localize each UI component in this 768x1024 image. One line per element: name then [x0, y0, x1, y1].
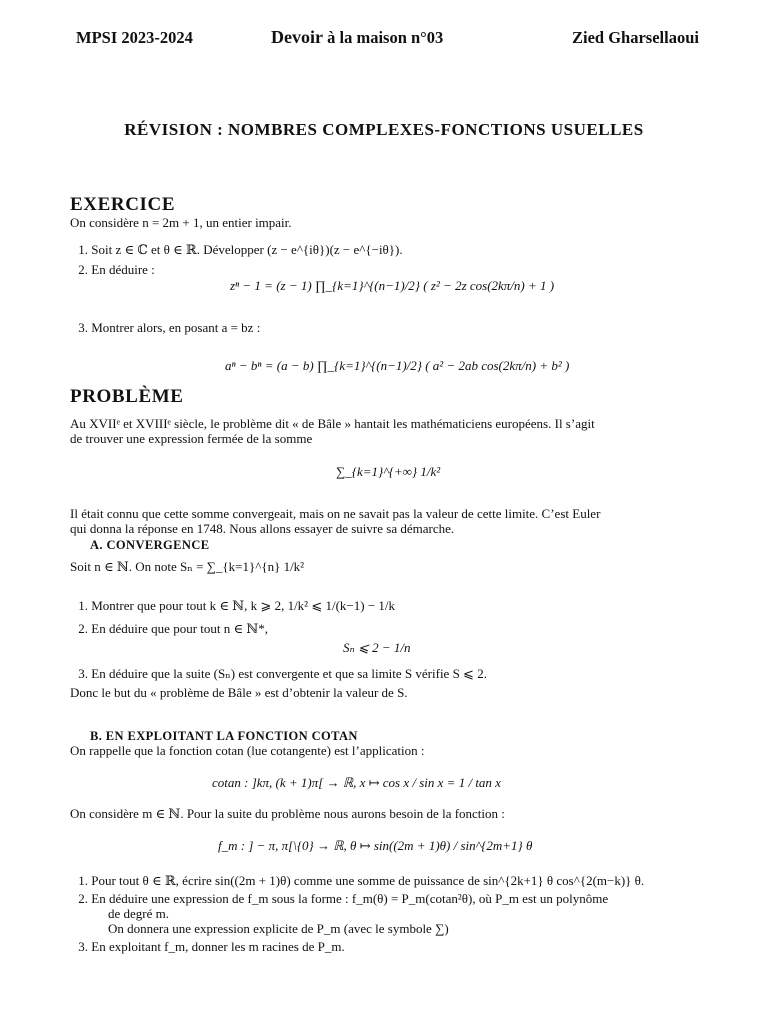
part-b-item-2-text: En déduire une expression de f_m sous la forme : f_m(θ) = P_m(cotan²θ), où P_m est un polynôme — [91, 891, 609, 906]
exercice-item-3: 3. Montrer alors, en posant a = bz : — [78, 320, 261, 335]
probleme-intro-line-2: de trouver une expression fermée de la somme — [70, 431, 313, 446]
probleme-para2-line-1: Il était connu que cette somme convergeait, mais on ne savait pas la valeur de cette limite. C’est Euler — [70, 506, 601, 521]
section-probleme-heading: PROBLÈME — [70, 386, 184, 407]
exercice-item-2: 2. En déduire : — [78, 262, 155, 277]
part-a-item-1: 1. Montrer que pour tout k ∈ ℕ, k ⩾ 2, 1/k² ⩽ 1/(k−1) − 1/k — [78, 598, 396, 613]
section-exercice-heading: EXERCICE — [70, 194, 176, 215]
part-b-item-2: 2. En déduire une expression de f_m sous la forme : f_m(θ) = P_m(cotan²θ), où P_m est un polynôme — [78, 891, 609, 906]
header-author: Zied Gharsellaoui — [572, 28, 699, 47]
exercice-item-3-text: Montrer alors, en posant a = bz : — [91, 320, 261, 335]
fm-definition: f_m : ] − π, π[\{0} → ℝ, θ ↦ sin((2m + 1)θ) / sin^{2m+1} θ — [218, 838, 533, 853]
part-a-item-3-text: En déduire que la suite (Sₙ) est convergente et que sa limite S vérifie S ⩽ 2. — [91, 666, 487, 681]
basel-sum-formula: ∑_{k=1}^{+∞} 1/k² — [336, 464, 441, 479]
exercice-formula-2: aⁿ − bⁿ = (a − b) ∏_{k=1}^{(n−1)/2} ( a² − 2ab cos(2kπ/n) + b² ) — [225, 358, 570, 373]
part-b-intro-2: On considère m ∈ ℕ. Pour la suite du problème nous aurons besoin de la fonction : — [70, 806, 505, 821]
part-a-inequality: Sₙ ⩽ 2 − 1/n — [343, 640, 411, 655]
header-course: MPSI 2023-2024 — [76, 28, 193, 47]
probleme-intro-line-1: Au XVIIᵉ et XVIIIᵉ siècle, le problème dit « de Bâle » hantait les mathématiciens européens. Il s’agit — [70, 416, 595, 431]
exercice-intro: On considère n = 2m + 1, un entier impair. — [70, 215, 292, 230]
part-b-heading: B. EN EXPLOITANT LA FONCTION COTAN — [90, 729, 358, 743]
part-b-item-1-text: Pour tout θ ∈ ℝ, écrire sin((2m + 1)θ) comme une somme de puissance de sin^{2k+1} θ cos^{2(m−k)} θ. — [91, 873, 645, 888]
part-a-item-2: 2. En déduire que pour tout n ∈ ℕ*, — [78, 621, 269, 636]
page-title: RÉVISION : NOMBRES COMPLEXES-FONCTIONS USUELLES — [124, 120, 644, 139]
header-title — [271, 27, 443, 48]
part-a-intro: Soit n ∈ ℕ. On note Sₙ = ∑_{k=1}^{n} 1/k² — [70, 559, 305, 574]
part-b-item-2-line-2: de degré m. — [108, 906, 170, 921]
part-b-item-2-line-3: On donnera une expression explicite de P_m (avec le symbole ∑) — [108, 921, 449, 936]
part-a-item-1-text: Montrer que pour tout k ∈ ℕ, k ⩾ 2, 1/k² ⩽ 1/(k−1) − 1/k — [91, 598, 396, 613]
exercice-item-2-text: En déduire : — [91, 262, 155, 277]
probleme-para2-line-2: qui donna la réponse en 1748. Nous allons essayer de suivre sa démarche. — [70, 521, 455, 536]
part-b-item-1: 1. Pour tout θ ∈ ℝ, écrire sin((2m + 1)θ) comme une somme de puissance de sin^{2k+1} θ cos^{2(m−k)} θ. — [78, 873, 645, 888]
exercice-item-1: 1. Soit z ∈ ℂ et θ ∈ ℝ. Développer (z − e^{iθ})(z − e^{−iθ}). — [78, 242, 403, 257]
part-b-intro: On rappelle que la fonction cotan (lue cotangente) est l’application : — [70, 743, 425, 758]
exercice-item-1-text: Soit z ∈ ℂ et θ ∈ ℝ. Développer (z − e^{iθ})(z − e^{−iθ}). — [91, 242, 403, 257]
cotan-definition: cotan : ]kπ, (k + 1)π[ → ℝ, x ↦ cos x / sin x = 1 / tan x — [212, 775, 501, 790]
part-a-item-3: 3. En déduire que la suite (Sₙ) est convergente et que sa limite S vérifie S ⩽ 2. — [78, 666, 487, 681]
part-a-item-2-text: En déduire que pour tout n ∈ ℕ*, — [91, 621, 269, 636]
part-b-item-3-text: En exploitant f_m, donner les m racines de P_m. — [91, 939, 345, 954]
part-a-heading: A. CONVERGENCE — [90, 538, 210, 552]
exercice-formula-1: zⁿ − 1 = (z − 1) ∏_{k=1}^{(n−1)/2} ( z² − 2z cos(2kπ/n) + 1 ) — [230, 278, 555, 293]
part-b-item-3: 3. En exploitant f_m, donner les m racines de P_m. — [78, 939, 345, 954]
header-title-rest: à la maison n°03 — [322, 28, 444, 47]
part-a-conclusion: Donc le but du « problème de Bâle » est d’obtenir la valeur de S. — [70, 685, 408, 700]
header-title-bold: Devoir — [271, 27, 323, 47]
